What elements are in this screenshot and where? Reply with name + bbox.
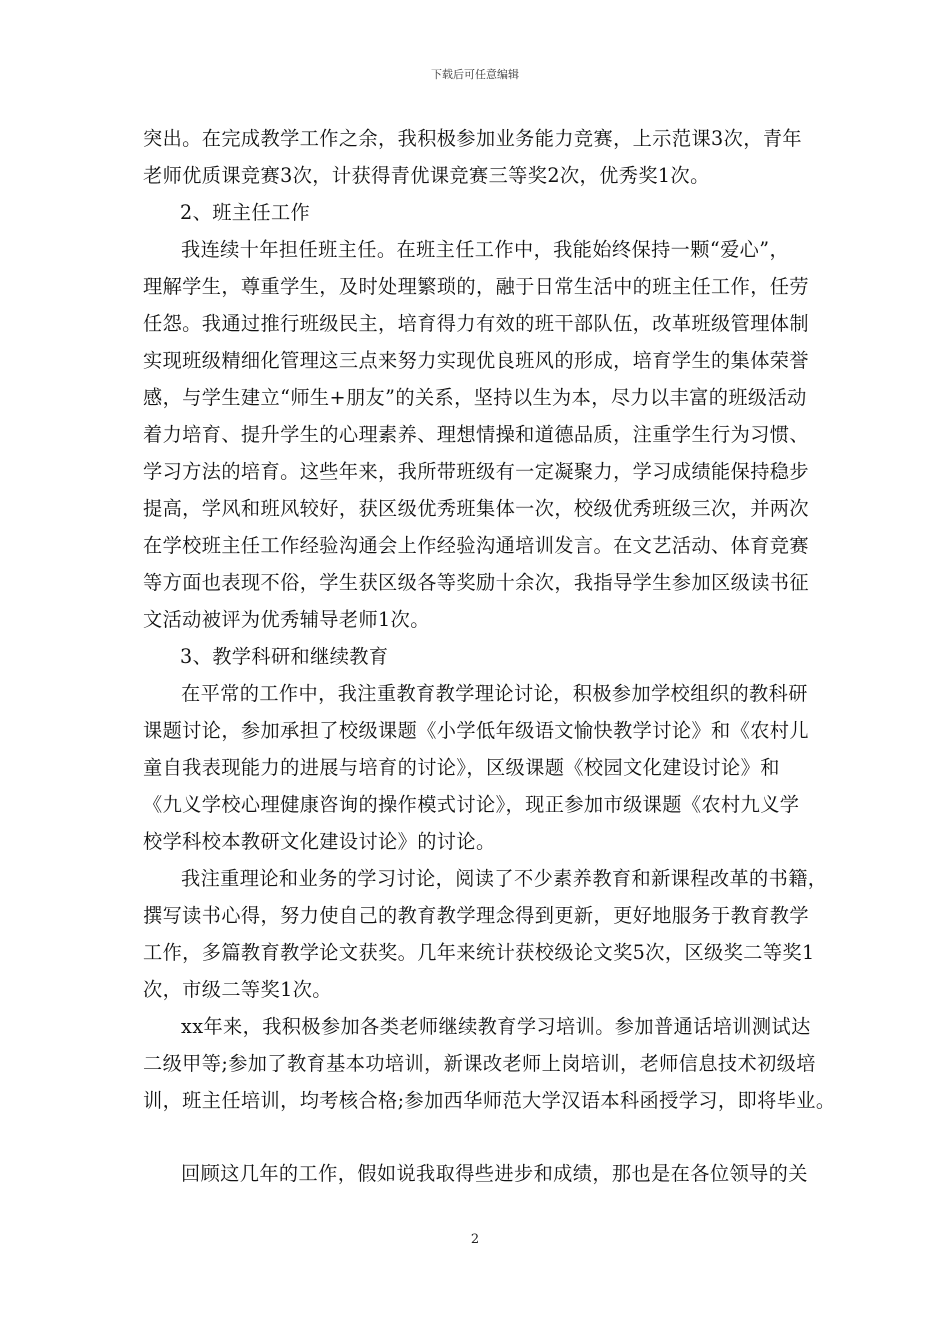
section-heading: 3、教学科研和继续教育	[180, 645, 389, 668]
body-line: 童自我表现能力的进展与培育的讨论》，区级课题《校园文化建设讨论》和	[143, 756, 780, 779]
body-line: 在平常的工作中，我注重教育教学理论讨论，积极参加学校组织的教科研	[181, 682, 808, 705]
body-line: 课题讨论，参加承担了校级课题《小学低年级语文愉快教学讨论》和《农村儿	[143, 719, 809, 742]
body-line: 提高，学风和班风较好，获区级优秀班集体一次，校级优秀班级三次，并两次	[143, 497, 809, 520]
body-line: xx年来，我积极参加各类老师继续教育学习培训。参加普通话培训测试达	[181, 1015, 811, 1038]
body-line: 突出。在完成教学工作之余，我积极参加业务能力竞赛，上示范课3次，青年	[143, 127, 802, 150]
body-line: 理解学生，尊重学生，及时处理繁琐的，融于日常生活中的班主任工作，任劳	[143, 275, 809, 298]
body-line: 感，与学生建立“师生+朋友”的关系，坚持以生为本，尽力以丰富的班级活动	[143, 386, 807, 409]
body-line: 等方面也表现不俗，学生获区级各等奖励十余次，我指导学生参加区级读书征	[143, 571, 809, 594]
body-line: 在学校班主任工作经验沟通会上作经验沟通培训发言。在文艺活动、体育竞赛	[143, 534, 809, 557]
body-line: 次，市级二等奖1次。	[143, 978, 332, 1001]
body-line: 回顾这几年的工作，假如说我取得些进步和成绩，那也是在各位领导的关	[181, 1162, 808, 1185]
body-line: 任怨。我通过推行班级民主，培育得力有效的班干部队伍，改革班级管理体制	[143, 312, 809, 335]
body-line: 老师优质课竞赛3次，计获得青优课竞赛三等奖2次，优秀奖1次。	[143, 164, 710, 187]
body-line: 撰写读书心得，努力使自己的教育教学理念得到更新，更好地服务于教育教学	[143, 904, 809, 927]
page-header: 下载后可任意编辑	[431, 68, 519, 81]
body-line: 着力培育、提升学生的心理素养、理想情操和道德品质，注重学生行为习惯、	[143, 423, 809, 446]
body-line: 工作，多篇教育教学论文获奖。几年来统计获校级论文奖5次，区级奖二等奖1	[143, 941, 815, 964]
paragraph-gap	[143, 1123, 811, 1159]
body-line: 我注重理论和业务的学习讨论，阅读了不少素养教育和新课程改革的书籍，	[181, 867, 828, 890]
body-line: 我连续十年担任班主任。在班主任工作中，我能始终保持一颗“爱心”，	[181, 238, 790, 261]
body-line: 《九义学校心理健康咨询的操作模式讨论》，现正参加市级课题《农村九义学	[143, 793, 800, 816]
body-line: 实现班级精细化管理这三点来努力实现优良班风的形成，培育学生的集体荣誉	[143, 349, 809, 372]
body-line: 学习方法的培育。这些年来，我所带班级有一定凝聚力，学习成绩能保持稳步	[143, 460, 809, 483]
document-body	[143, 124, 836, 1196]
section-heading: 2、班主任工作	[180, 201, 311, 224]
body-line: 校学科校本教研文化建设讨论》的讨论。	[143, 830, 496, 853]
body-line: 文活动被评为优秀辅导老师1次。	[143, 608, 430, 631]
body-line: 训，班主任培训，均考核合格;参加西华师范大学汉语本科函授学习，即将毕业。	[143, 1089, 836, 1112]
page-number: 2	[470, 1232, 480, 1247]
body-line: 二级甲等;参加了教育基本功培训，新课改老师上岗培训，老师信息技术初级培	[143, 1052, 816, 1075]
